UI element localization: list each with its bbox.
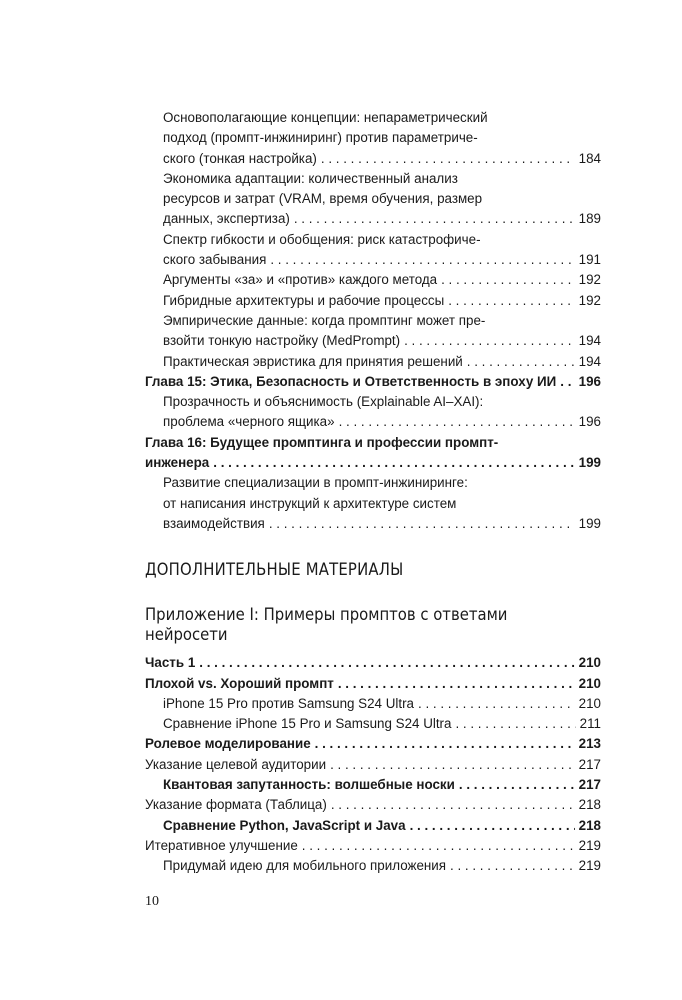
toc-entry-row bbox=[163, 250, 601, 270]
toc-page-number: 191 bbox=[578, 252, 601, 268]
appendix-title bbox=[145, 605, 601, 645]
toc-entry[interactable] bbox=[145, 352, 601, 372]
toc-entry-row bbox=[145, 795, 601, 815]
toc-entry-row bbox=[163, 291, 601, 311]
dot-leader bbox=[410, 816, 575, 836]
toc-entry[interactable] bbox=[145, 836, 601, 856]
toc-entry-line: подход (промпт-инжиниринг) против параметриче- bbox=[163, 130, 478, 146]
toc-entry-row bbox=[145, 453, 601, 473]
toc-entry[interactable] bbox=[145, 795, 601, 815]
page-number: 10 bbox=[145, 894, 159, 909]
toc-entry-title: Часть 1 bbox=[145, 655, 196, 671]
dot-leader bbox=[270, 250, 574, 270]
toc-page-number: 210 bbox=[578, 695, 601, 711]
toc-entry-row bbox=[163, 270, 601, 290]
toc-entry[interactable] bbox=[145, 653, 601, 673]
dot-leader bbox=[459, 775, 575, 795]
dot-leader bbox=[560, 372, 574, 392]
dot-leader bbox=[441, 270, 575, 290]
toc-entry[interactable] bbox=[145, 856, 601, 876]
toc-entry[interactable] bbox=[145, 473, 601, 534]
dot-leader bbox=[269, 514, 575, 534]
toc-entry[interactable] bbox=[145, 674, 601, 694]
toc-entry-row bbox=[163, 694, 601, 714]
dot-leader bbox=[338, 674, 575, 694]
toc-entry-title: проблема «черного ящика» bbox=[163, 414, 335, 430]
dot-leader bbox=[330, 755, 575, 775]
dot-leader bbox=[213, 453, 574, 473]
toc-entry-row bbox=[163, 331, 601, 351]
toc-page-number: 217 bbox=[578, 756, 601, 772]
toc-page-number: 199 bbox=[578, 515, 601, 531]
toc-entry-row bbox=[163, 149, 601, 169]
toc-page-number: 218 bbox=[578, 797, 601, 813]
toc-entry-title: Глава 15: Этика, Безопасность и Ответственность в эпоху ИИ bbox=[145, 373, 557, 389]
dot-leader bbox=[315, 734, 575, 754]
dot-leader bbox=[418, 694, 575, 714]
toc-entry-title: Сравнение iPhone 15 Pro и Samsung S24 Ultra bbox=[163, 716, 452, 732]
toc-entry[interactable] bbox=[145, 108, 601, 169]
toc-entry-line: от написания инструкций к архитектуре систем bbox=[163, 495, 457, 511]
toc-page-number: 217 bbox=[578, 777, 601, 793]
toc-entry[interactable] bbox=[145, 433, 601, 474]
toc-entry-line: Глава 16: Будущее промптинга и профессии промпт- bbox=[145, 434, 499, 450]
toc-list-appendix bbox=[145, 653, 601, 876]
dot-leader bbox=[448, 291, 574, 311]
toc-entry[interactable] bbox=[145, 372, 601, 392]
appendix-title-line: нейросети bbox=[145, 625, 228, 645]
dot-leader bbox=[455, 714, 575, 734]
toc-entry-line: Основополагающие концепции: непараметрический bbox=[163, 110, 488, 125]
dot-leader bbox=[199, 653, 574, 673]
toc-entry-title: Указание формата (Таблица) bbox=[145, 797, 327, 813]
dot-leader bbox=[404, 331, 575, 351]
toc-entry[interactable] bbox=[145, 755, 601, 775]
toc-entry-title: Придумай идею для мобильного приложения bbox=[163, 858, 447, 874]
toc-entry-title: Гибридные архитектуры и рабочие процессы bbox=[163, 292, 445, 308]
dot-leader bbox=[450, 856, 575, 876]
toc-entry-title: Сравнение Python, JavaScript и Java bbox=[163, 817, 406, 833]
toc-entry-row bbox=[145, 734, 601, 754]
toc-page-number: 192 bbox=[578, 292, 601, 308]
toc-entry-title: взойти тонкую настройку (MedPrompt) bbox=[163, 333, 401, 349]
toc-entry-line: Развитие специализации в промпт-инжиниринге: bbox=[163, 475, 468, 491]
toc-page-number: 196 bbox=[578, 373, 601, 389]
toc-entry-title: iPhone 15 Pro против Samsung S24 Ultra bbox=[163, 695, 414, 711]
toc-page-number: 210 bbox=[578, 675, 601, 691]
toc-page-number: 194 bbox=[578, 353, 601, 369]
toc-entry-title: Аргументы «за» и «против» каждого метода bbox=[163, 272, 438, 288]
toc-entry[interactable] bbox=[145, 714, 601, 734]
toc-page-number: 192 bbox=[578, 272, 601, 288]
toc-entry-row bbox=[163, 856, 601, 876]
toc-entry[interactable] bbox=[145, 775, 601, 795]
toc-entry[interactable] bbox=[145, 291, 601, 311]
toc-entry-line: Экономика адаптации: количественный анализ bbox=[163, 170, 458, 186]
toc-entry-row bbox=[145, 836, 601, 856]
toc-entry-line: Эмпирические данные: когда промптинг может пре- bbox=[163, 312, 486, 328]
toc-entry-line: Прозрачность и объяснимость (Explainable AI–XAI): bbox=[163, 394, 484, 410]
toc-entry-title: ского забывания bbox=[163, 252, 267, 268]
toc-entry-row bbox=[163, 412, 601, 432]
toc-entry-title: ского (тонкая настройка) bbox=[163, 150, 317, 166]
toc-entry-row bbox=[163, 352, 601, 372]
toc-entry-row bbox=[145, 674, 601, 694]
toc-entry[interactable] bbox=[145, 169, 601, 230]
dot-leader bbox=[339, 412, 575, 432]
toc-entry[interactable] bbox=[145, 311, 601, 352]
toc-entry-line: ресурсов и затрат (VRAM, время обучения, размер bbox=[163, 191, 483, 207]
dot-leader bbox=[321, 149, 575, 169]
dot-leader bbox=[467, 352, 575, 372]
toc-list-main bbox=[145, 108, 601, 534]
toc-page-number: 219 bbox=[578, 858, 601, 874]
toc-entry-row bbox=[163, 714, 601, 734]
toc-page-number: 196 bbox=[578, 414, 601, 430]
dot-leader bbox=[302, 836, 575, 856]
toc-entry-title: Квантовая запутанность: волшебные носки bbox=[163, 777, 455, 793]
toc-entry-line: Спектр гибкости и обобщения: риск катастрофиче- bbox=[163, 231, 481, 247]
appendix-title-line: Приложение I: Примеры промптов с ответами bbox=[145, 605, 508, 625]
toc-entry[interactable] bbox=[145, 694, 601, 714]
toc-entry-title: данных, экспертиза) bbox=[163, 211, 290, 227]
dot-leader bbox=[294, 209, 575, 229]
toc-entry[interactable] bbox=[145, 270, 601, 290]
toc-entry-row bbox=[163, 775, 601, 795]
toc-entry-title: Плохой vs. Хороший промпт bbox=[145, 675, 334, 691]
toc-entry-title: Указание целевой аудитории bbox=[145, 756, 327, 772]
toc-entry-row bbox=[163, 209, 601, 229]
toc-page-number: 219 bbox=[578, 837, 601, 853]
toc-entry-row bbox=[163, 816, 601, 836]
toc-entry[interactable] bbox=[145, 230, 601, 271]
toc-page-number: 194 bbox=[578, 333, 601, 349]
toc-page-number: 210 bbox=[578, 655, 601, 671]
toc-page-number: 213 bbox=[578, 736, 601, 752]
toc-entry-title: инженера bbox=[145, 455, 210, 471]
toc-page-number: 184 bbox=[578, 150, 601, 166]
toc-entry-row bbox=[145, 372, 601, 392]
toc-entry-row bbox=[145, 755, 601, 775]
toc-entry[interactable] bbox=[145, 816, 601, 836]
section-title: ДОПОЛНИТЕЛЬНЫЕ МАТЕРИАЛЫ bbox=[145, 560, 404, 580]
toc-page-number: 218 bbox=[578, 817, 601, 833]
toc-entry-row bbox=[163, 514, 601, 534]
toc-entry[interactable] bbox=[145, 392, 601, 433]
toc-page-number: 199 bbox=[578, 455, 601, 471]
toc-entry-row bbox=[145, 653, 601, 673]
toc-page-number: 211 bbox=[579, 716, 601, 732]
toc-entry-title: взаимодействия bbox=[163, 515, 265, 531]
toc-entry-title: Практическая эвристика для принятия решений bbox=[163, 353, 463, 369]
dot-leader bbox=[331, 795, 575, 815]
toc-entry-title: Итеративное улучшение bbox=[145, 837, 298, 853]
toc-entry-title: Ролевое моделирование bbox=[145, 736, 311, 752]
toc-page-number: 189 bbox=[578, 211, 601, 227]
table-of-contents bbox=[145, 108, 601, 877]
toc-entry[interactable] bbox=[145, 734, 601, 754]
